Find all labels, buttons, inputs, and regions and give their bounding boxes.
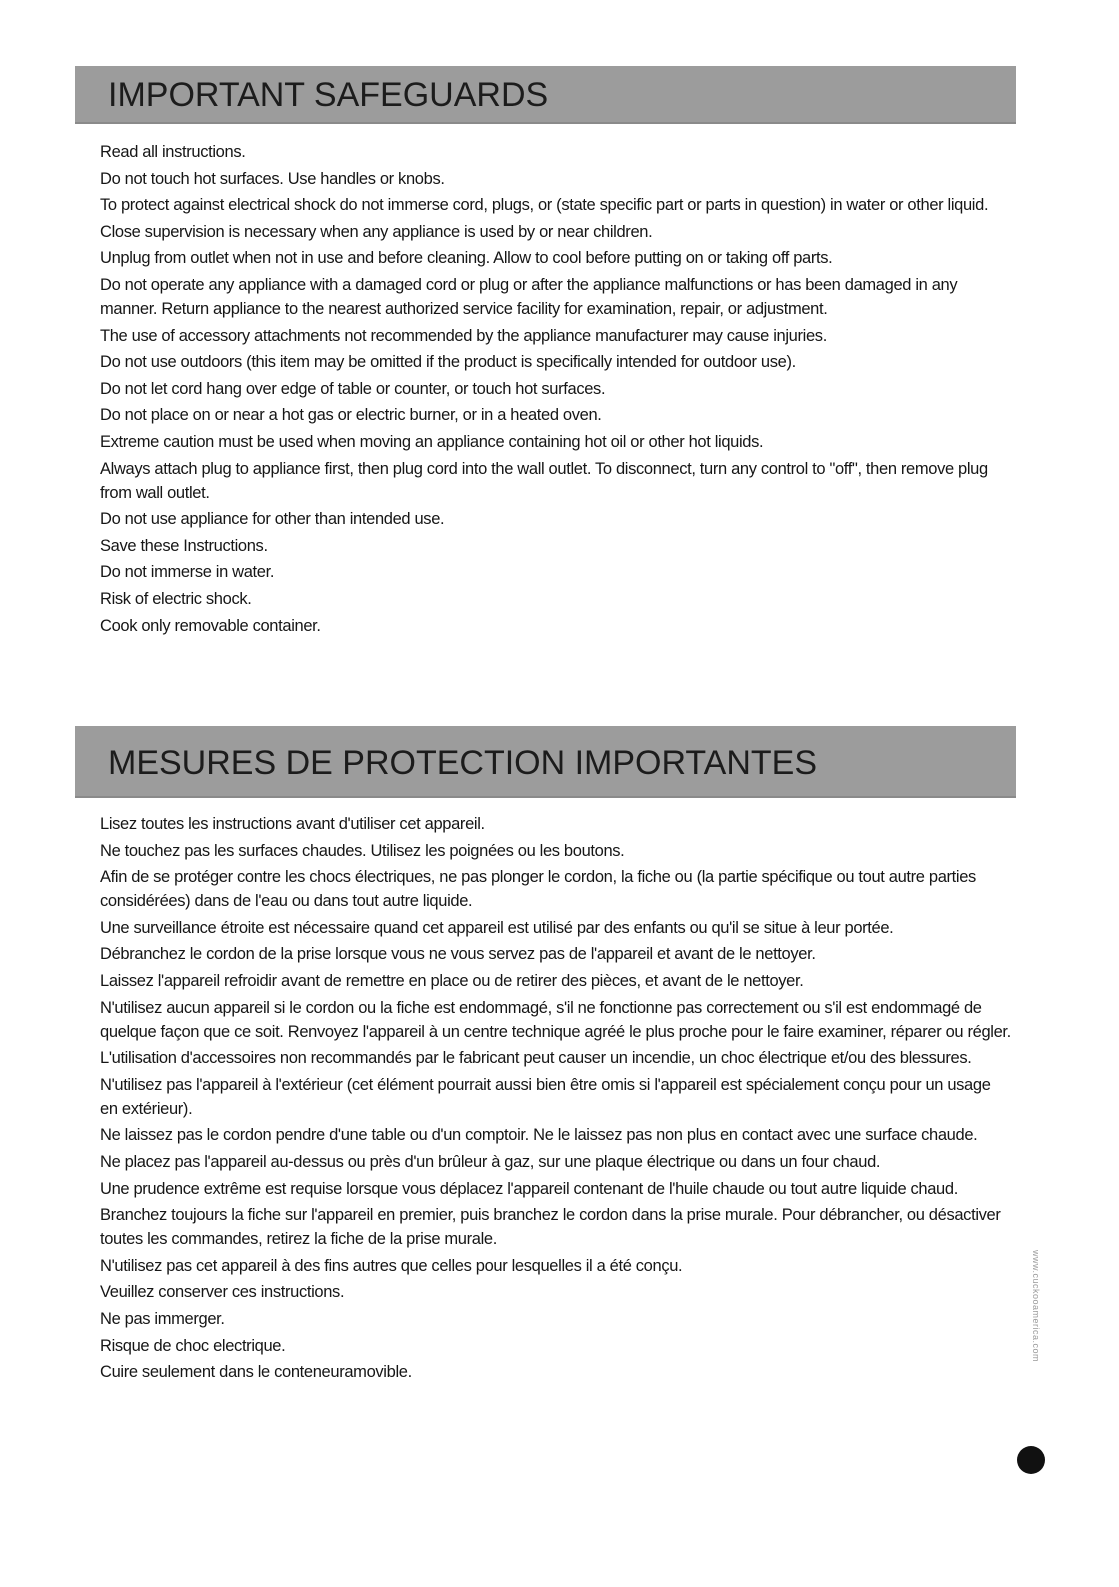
list-item: To protect against electrical shock do not immerse cord, plugs, or (state specific part or parts in question) in water or other liquid.	[100, 196, 989, 215]
list-item: Cook only removable container.	[100, 616, 321, 635]
list-item: Veuillez conserver ces instructions.	[100, 1283, 345, 1302]
list-item: Débranchez le cordon de la prise lorsque vous ne vous servez pas de l'appareil et avant de le nettoyer.	[100, 945, 816, 964]
english-section-title: IMPORTANT SAFEGUARDS	[108, 76, 549, 114]
list-item: N'utilisez pas l'appareil à l'extérieur (cet élément pourrait aussi bien être omis si l'appareil est spécialement conçu pour un usage en extérieur).	[100, 1075, 991, 1118]
list-item: Ne touchez pas les surfaces chaudes. Utilisez les poignées ou les boutons.	[100, 841, 625, 860]
list-item: N'utilisez aucun appareil si le cordon ou la fiche est endommagé, s'il ne fonctionne pas correctement ou s'il est endommagé de quelque façon que ce soit. Renvoyez l'appareil à un centre technique agréé le plus proche pour le faire examiner, réparer ou régler.	[100, 998, 1011, 1041]
list-item: Unplug from outlet when not in use and before cleaning. Allow to cool before putting on or taking off parts.	[100, 249, 833, 268]
side-website-url: www.cuckooamerica.com	[1031, 1250, 1041, 1363]
list-item: Ne placez pas l'appareil au-dessus ou près d'un brûleur à gaz, sur une plaque électrique ou dans un four chaud.	[100, 1152, 881, 1171]
list-item: Une surveillance étroite est nécessaire quand cet appareil est utilisé par des enfants ou qu'il se situe à leur portée.	[100, 918, 894, 937]
list-item: Do not operate any appliance with a damaged cord or plug or after the appliance malfunctions or has been damaged in any manner. Return appliance to the nearest authorized service facility for examination, repair, or adjustment.	[100, 275, 958, 318]
list-item: Always attach plug to appliance first, then plug cord into the wall outlet. To disconnect, turn any control to "off", then remove plug from wall outlet.	[100, 459, 988, 502]
list-item: Save these Instructions.	[100, 536, 268, 555]
list-item: Laissez l'appareil refroidir avant de remettre en place ou de retirer des pièces, et avant de le nettoyer.	[100, 971, 804, 990]
list-item: Do not use outdoors (this item may be omitted if the product is specifically intended for outdoor use).	[100, 353, 796, 372]
french-section-header	[75, 726, 1016, 798]
list-item: Read all instructions.	[100, 143, 246, 161]
page-marker-dot	[1017, 1446, 1045, 1474]
list-item: Ne pas immerger.	[100, 1309, 225, 1328]
list-item: Do not touch hot surfaces. Use handles or knobs.	[100, 169, 445, 188]
list-item: N'utilisez pas cet appareil à des fins autres que celles pour lesquelles il a été conçu.	[100, 1256, 683, 1275]
list-item: Lisez toutes les instructions avant d'utiliser cet appareil.	[100, 815, 485, 833]
english-safeguards-list	[100, 140, 1012, 640]
list-item: L'utilisation d'accessoires non recommandés par le fabricant peut causer un incendie, un choc électrique et/ou des blessures.	[100, 1049, 972, 1068]
list-item: Do not immerse in water.	[100, 563, 275, 582]
list-item: Afin de se protéger contre les chocs électriques, ne pas plonger le cordon, la fiche ou (la partie spécifique ou tout autre parties considérées) dans de l'eau ou dans tout autre liquide.	[100, 868, 976, 911]
list-item: Une prudence extrême est requise lorsque vous déplacez l'appareil contenant de l'huile chaude ou tout autre liquide chaud.	[100, 1179, 958, 1198]
list-item: Ne laissez pas le cordon pendre d'une table ou d'un comptoir. Ne le laissez pas non plus en contact avec une surface chaude.	[100, 1126, 978, 1145]
french-safeguards-list	[100, 812, 1012, 1387]
list-item: Extreme caution must be used when moving an appliance containing hot oil or other hot liquids.	[100, 432, 764, 451]
list-item: Do not use appliance for other than intended use.	[100, 510, 445, 529]
list-item: Cuire seulement dans le conteneuramovible.	[100, 1363, 412, 1382]
list-item: Do not place on or near a hot gas or electric burner, or in a heated oven.	[100, 406, 602, 425]
english-section-header	[75, 66, 1016, 124]
french-section-title: MESURES DE PROTECTION IMPORTANTES	[108, 744, 818, 782]
list-item: Risk of electric shock.	[100, 589, 252, 608]
list-item: Risque de choc electrique.	[100, 1336, 286, 1355]
list-item: Branchez toujours la fiche sur l'appareil en premier, puis branchez le cordon dans la prise murale. Pour débrancher, ou désactiver toutes les commandes, retirez la fiche de la prise murale.	[100, 1206, 1001, 1249]
list-item: Close supervision is necessary when any appliance is used by or near children.	[100, 222, 653, 241]
list-item: The use of accessory attachments not recommended by the appliance manufacturer may cause injuries.	[100, 326, 827, 345]
list-item: Do not let cord hang over edge of table or counter, or touch hot surfaces.	[100, 379, 606, 398]
